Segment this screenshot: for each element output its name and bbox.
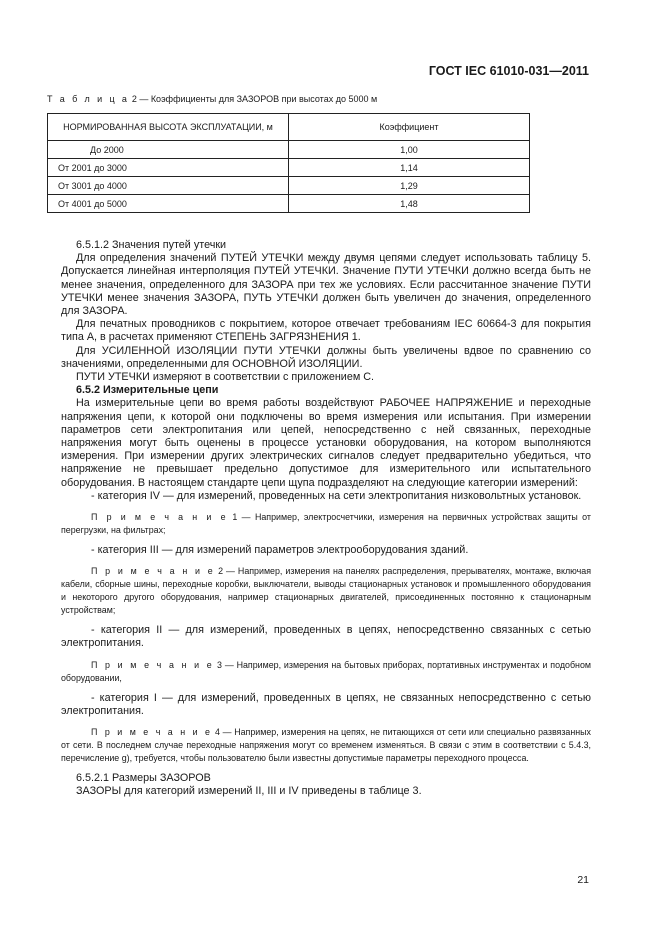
table-cell-altitude: От 3001 до 4000 [48, 177, 289, 195]
note-4 [61, 726, 591, 765]
note-label: П р и м е ч а н и е [91, 659, 215, 670]
category-ii-item: - категория II — для измерений, проведенных в цепях, непосредственно связанных с сетью электропитания. [61, 624, 591, 650]
category-iii-item: - категория III — для измерений параметров электрооборудования зданий. [91, 544, 469, 557]
table-cell-coefficient: 1,14 [289, 159, 530, 177]
table-caption-label: Т а б л и ц а [47, 94, 130, 104]
note-text: 3 — Например, измерения на бытовых приборах, портативных инструментах и подобном оборудовании, [61, 659, 591, 683]
table-cell-coefficient: 1,00 [289, 141, 530, 159]
document-body [61, 239, 591, 798]
paragraph: Для определения значений ПУТЕЙ УТЕЧКИ между двумя цепями следует использовать таблицу 5. Допускается линейная интерполяция ПУТЕЙ УТЕЧКИ. Значение ПУТИ УТЕЧКИ должно всегда быть не менее значения, определенного для ЗАЗОРА при тех же условиях. Если рассчитанное значение ПУТИ УТЕЧКИ менее значения ЗАЗОРА, ПУТЬ УТЕЧКИ должен быть увеличен до значения, определенного для ЗАЗОРА. [61, 252, 591, 318]
paragraph: Для печатных проводников с покрытием, которое отвечает требованиям IEC 60664-3 для покрытия типа А, в расчетах применяют СТЕПЕНЬ ЗАГРЯЗНЕНИЯ 1. [61, 318, 591, 344]
note-text: 2 — Например, измерения на панелях распределения, прерывателях, монтаже, включая кабели, сборные шины, переходные коробки, выключатели, выводы стационарных установок и промышленного оборудования и некоторого другого оборудования, например стационарных двигателей, присоединенных постоянно к стационарным устройствам; [61, 566, 592, 616]
column-header-coefficient: Коэффициент [289, 114, 530, 141]
note-text: 4 — Например, измерения на цепях, не питающихся от сети или специально развязанных от сети. В последнем случае переходные напряжения могут со временем изменяться. В связи с этим в соответствии с 5.4.3, перечисление g), требуется, чтобы пользователю были известны допустимые параметры переходного процесса. [61, 727, 591, 764]
table-caption [47, 94, 377, 104]
note-text: 1 — Например, электросчетчики, измерения на первичных устройствах защиты от перегрузки, на фильтрах; [61, 512, 591, 536]
paragraph: На измерительные цепи во время работы воздействуют РАБОЧЕЕ НАПРЯЖЕНИЕ и переходные напряжения цепи, к которой они подключены во время измерения или испытания. При измерении параметров сети электропитания или цепей, непосредственно с ней связанных, переходные напряжения могут быть оценены в процессе установки оборудования, на котором выполняются измерения. При измерении других электрических сигналов следует предварительно убедиться, что напряжение не превышает предельно допустимое для измерительного или испытательного оборудования. В настоящем стандарте цепи щупа подразделяют на следующие категории измерений: [61, 397, 591, 489]
document-header: ГОСТ IEC 61010-031—2011 [428, 64, 589, 78]
paragraph: ЗАЗОРЫ для категорий измерений II, III и IV приведены в таблице 3. [76, 785, 422, 798]
paragraph: Для УСИЛЕННОЙ ИЗОЛЯЦИИ ПУТИ УТЕЧКИ должны быть увеличены вдвое по сравнению со значениями, определенными для ОСНОВНОЙ ИЗОЛЯЦИИ. [61, 344, 591, 370]
note-3 [61, 659, 591, 685]
column-header-altitude: НОРМИРОВАННАЯ ВЫСОТА ЭКСПЛУАТАЦИИ, м [48, 114, 289, 141]
table-cell-coefficient: 1,29 [289, 177, 530, 195]
table-cell-altitude: От 2001 до 3000 [48, 159, 289, 177]
page-number: 21 [577, 874, 589, 886]
section-heading-6-5-2: 6.5.2 Измерительные цепи [76, 384, 219, 397]
paragraph: ПУТИ УТЕЧКИ измеряют в соответствии с приложением С. [76, 371, 375, 384]
section-heading-6-5-1-2: 6.5.1.2 Значения путей утечки [76, 239, 227, 251]
table-row [48, 141, 530, 159]
note-label: П р и м е ч а н и е [91, 727, 213, 738]
table-row [48, 159, 530, 177]
table-cell-altitude: От 4001 до 5000 [48, 195, 289, 213]
note-2 [61, 565, 591, 617]
note-1 [61, 511, 591, 537]
category-iv-item: - категория IV — для измерений, проведенных на сети электропитания низковольтных установок. [91, 489, 582, 502]
altitude-coefficients-table [47, 113, 530, 213]
table-row [48, 177, 530, 195]
table-row [48, 195, 530, 213]
table-header-row [48, 114, 530, 141]
table-cell-altitude: До 2000 [48, 141, 289, 159]
table-cell-coefficient: 1,48 [289, 195, 530, 213]
category-i-item: - категория I — для измерений, проведенных в цепях, не связанных непосредственно с сетью электропитания. [61, 691, 591, 717]
note-label: П р и м е ч а н и е [91, 566, 216, 577]
section-heading-6-5-2-1: 6.5.2.1 Размеры ЗАЗОРОВ [76, 772, 211, 785]
note-label: П р и м е ч а н и е [91, 512, 228, 523]
table-caption-text: 2 — Коэффициенты для ЗАЗОРОВ при высотах до 5000 м [129, 94, 378, 104]
